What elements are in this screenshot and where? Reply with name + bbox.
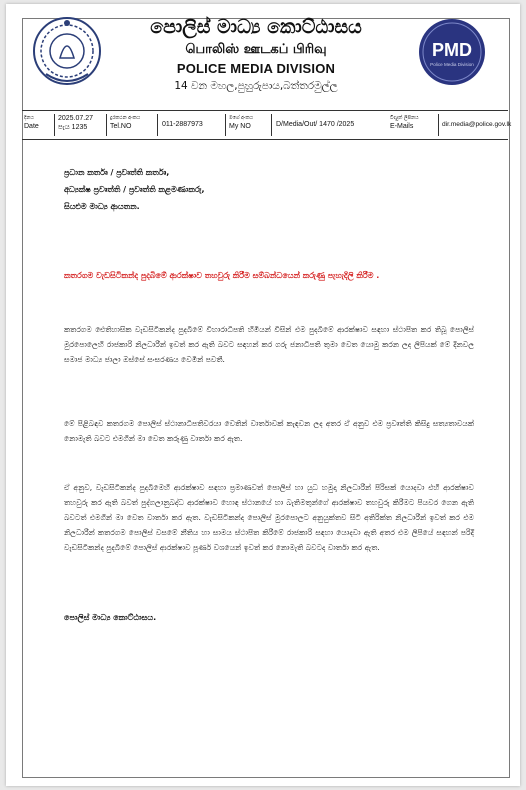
letterhead [106, 14, 406, 94]
contact-strip [22, 110, 512, 140]
title-sinhala: පොලිස් මාධ්‍ය කොට්ඨාසය [150, 16, 362, 38]
sri-lanka-police-emblem-icon [30, 14, 104, 88]
email-value: dir.media@police.gov.lk [442, 121, 512, 128]
title-english: POLICE MEDIA DIVISION [176, 61, 336, 76]
date-label-cell: දිනය Date [24, 115, 39, 130]
letter-page [6, 4, 520, 786]
signature: පොලිස් මාධ්‍ය කොට්ඨාසය. [64, 613, 157, 622]
pmd-emblem-icon [418, 18, 486, 86]
myno-value: D/Media/Out/ 1470 /2025 [276, 121, 355, 128]
subject-heading: කතරගම වැඩසිටිකන්ද පුදබිමේ ආරක්ෂාව තහවුරු කිරීම සම්බන්ධයෙන් කරුණු පැහැදිලි කිරීම . [64, 271, 380, 280]
addressee-line: සියළුම මාධ්‍ය ආයතන. [64, 202, 140, 211]
title-tamil: பொலிஸ் ஊடகப் பிரிவு [185, 42, 327, 57]
paragraph-2: මේ පිළිබඳව කතරගම පොලිස් ස්ථානාධිපතිවරයා වෙතින් වාර්තාවක් කැඳවන ලද අතර ඒ අනුව එම ප්‍රවෘත්ති කිසිදු සත්‍යතාවයක් නොමැති බවට එමගින් මා වෙත කරුණු වාර්තා කර ඇත. [64, 419, 474, 443]
address: 14 වන මහල,පුහුරුපාය,බත්තරමුල්ල [174, 80, 338, 92]
paragraph-3: ඒ අනුව, වැඩසිටිකන්ද පුදබිමෙහි ආරක්ෂාව සඳහා ප්‍රමාණවත් පොලිස් හා යුධ හමුදා නිලධාරීන් පිරිසක් යොදවා එහි ආරක්ෂාව තහවුරු කර ඇති බවත් පුද්ගලානුබද්ධ ආරක්ෂාව හොඳ ස්ථානයේ හා බැතිමතුන්ගේ ආරක්ෂාව තහවුරු කිරීමට පියවර ගෙන ඇති බවටත් එමගින් මා වෙත වාර්තා කර ඇත. වැඩසිටිකන්ද පොලිස් මුරපොලට අනුයුක්තව සිටි අතිරික්ත නිලධාරීන් ඉවත් කර එම නිලධාරීන් කතරගම පොලිස් වසමේ නීතිය හා සාමය ස්ථාපිත කිරීමේ රාජකාරි සඳහා යොදවා ඇති අතර එම ලිපියේ සඳහන් පරිදි වැඩසිටිකන්ද පුදබිමේ පොලිස් ආරක්ෂාව පූර්ණ වශයෙන් ඉවත් කර නොමැති බවටද වාර්තා කර ඇත. [64, 483, 474, 552]
date-value: 2025.07.27 පැය 1235 [58, 115, 94, 131]
tel-value: 011-2887973 [162, 121, 203, 128]
tel-label-cell: දුරකථන අංකය Tel.NO [110, 115, 141, 130]
email-label-cell: විද්‍යුත් ලිපිනය E-Mails [390, 115, 419, 130]
addressee-block [64, 164, 474, 215]
pmd-logo-text: PMD [432, 40, 472, 60]
addressee-line: ප්‍රධාන කර්තෘ / ප්‍රවෘත්ති කර්තෘ, [64, 168, 170, 177]
myno-label-cell: මගේ අංකය My NO [229, 115, 253, 130]
pmd-logo-subtext: Police Media Division [430, 62, 474, 67]
addressee-line: අධ්‍යක්ෂ ප්‍රවෘත්ති / ප්‍රවෘත්ති කළමණාකරු, [64, 185, 205, 194]
paragraph-1: කතරගම ඓතිහාසික වැඩසිටිකන්ද පුදබිමේ විහාරාධිපති හිමියන් විසින් එම පුදබිමේ ආරක්ෂාව සඳහා ස්ථාපිත කර තිබූ පොලිස් මුරපොලෙහි රාජකාරි නිලධාරීන් ඉවත් කර ඇති බවට සඳහන් කර ගරු ජනාධිපති තුමා වෙත යොමු කරන ලද ලිපියක් මේ දිනවල සමාජ මාධ්‍ය ජාලා ඔස්සේ සංසරණය වෙමින් පවතී. [64, 325, 474, 364]
